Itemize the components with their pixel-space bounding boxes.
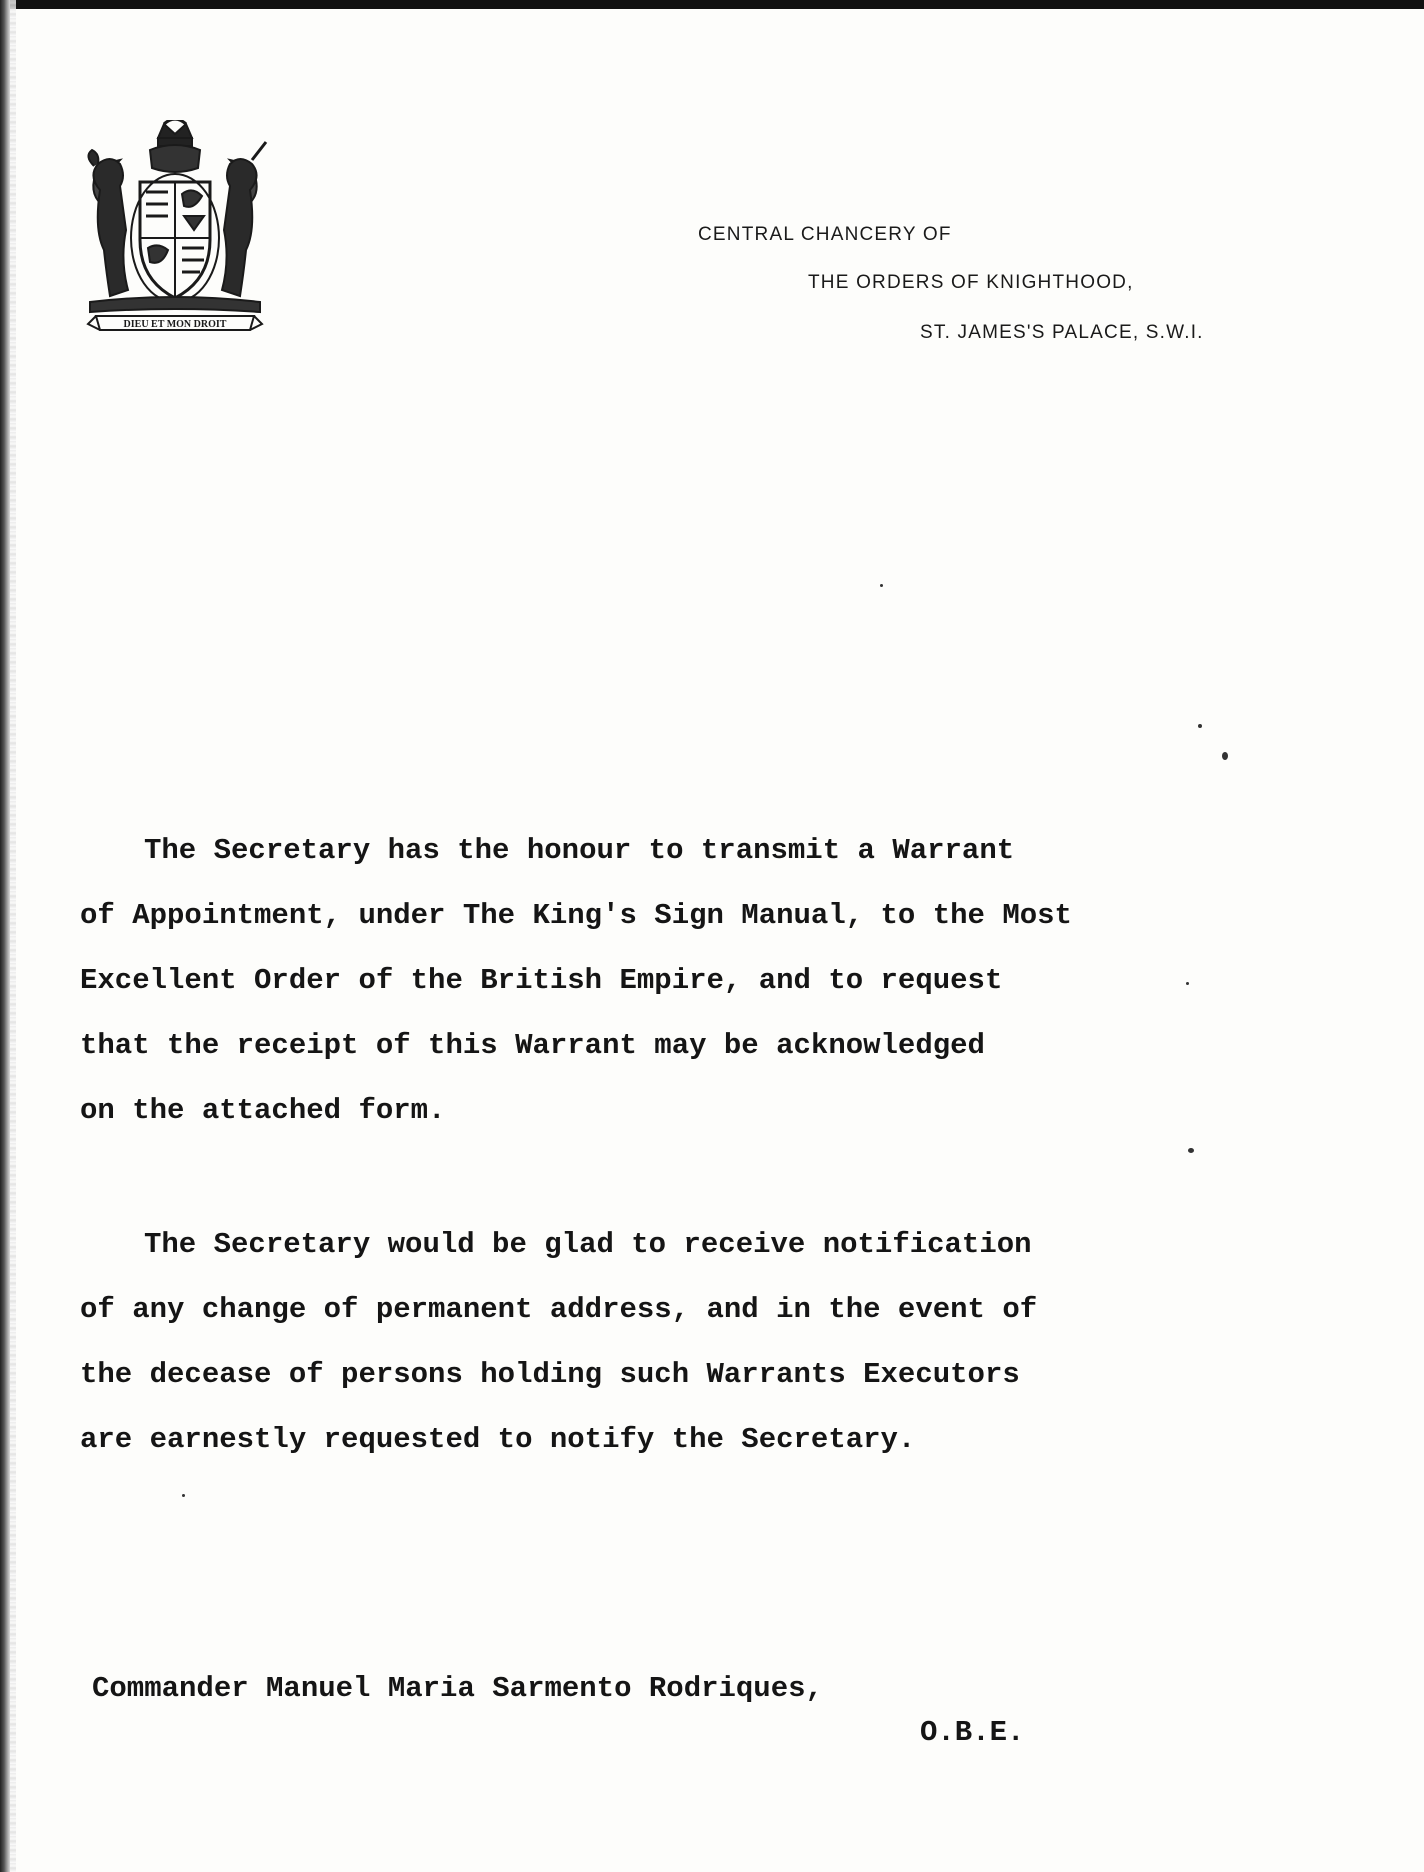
- paragraph-line: are earnestly requested to notify the Secretary.: [80, 1423, 916, 1456]
- scan-edge-speckle: [10, 0, 16, 1872]
- paragraph-line: The Secretary has the honour to transmit a Warrant: [144, 834, 1015, 867]
- paragraph-line: of Appointment, under The King's Sign Manual, to the Most: [80, 899, 1072, 932]
- scan-speck: [880, 584, 883, 587]
- scan-speck: [182, 1494, 185, 1497]
- scan-edge-left: [0, 0, 10, 1872]
- paragraph-line: Excellent Order of the British Empire, and to request: [80, 964, 1003, 997]
- recipient-name: Commander Manuel Maria Sarmento Rodriques,: [92, 1672, 823, 1705]
- paragraph-line: that the receipt of this Warrant may be acknowledged: [80, 1029, 985, 1062]
- scan-speck: [1188, 1148, 1194, 1153]
- paragraph-warrant-transmission: [80, 818, 1072, 1143]
- recipient-honours: O.B.E.: [920, 1716, 1025, 1749]
- paragraph-line: of any change of permanent address, and in the event of: [80, 1293, 1038, 1326]
- scan-speck: [1186, 982, 1189, 985]
- svg-text:DIEU ET MON DROIT: DIEU ET MON DROIT: [123, 319, 227, 330]
- paragraph-line: on the attached form.: [80, 1094, 446, 1127]
- paragraph-line: The Secretary would be glad to receive notification: [144, 1228, 1032, 1261]
- letterhead-line-3: ST. JAMES'S PALACE, S.W.I.: [920, 322, 1204, 343]
- scan-speck: [1198, 724, 1202, 728]
- royal-coat-of-arms-icon: [80, 120, 270, 340]
- scan-speck: [1222, 752, 1228, 760]
- paragraph-address-notification: [80, 1212, 1037, 1472]
- letterhead-line-1: CENTRAL CHANCERY OF: [698, 224, 952, 245]
- scan-edge-top: [0, 0, 1424, 9]
- paragraph-line: the decease of persons holding such Warrants Executors: [80, 1358, 1020, 1391]
- letterhead-line-2: THE ORDERS OF KNIGHTHOOD,: [808, 272, 1134, 293]
